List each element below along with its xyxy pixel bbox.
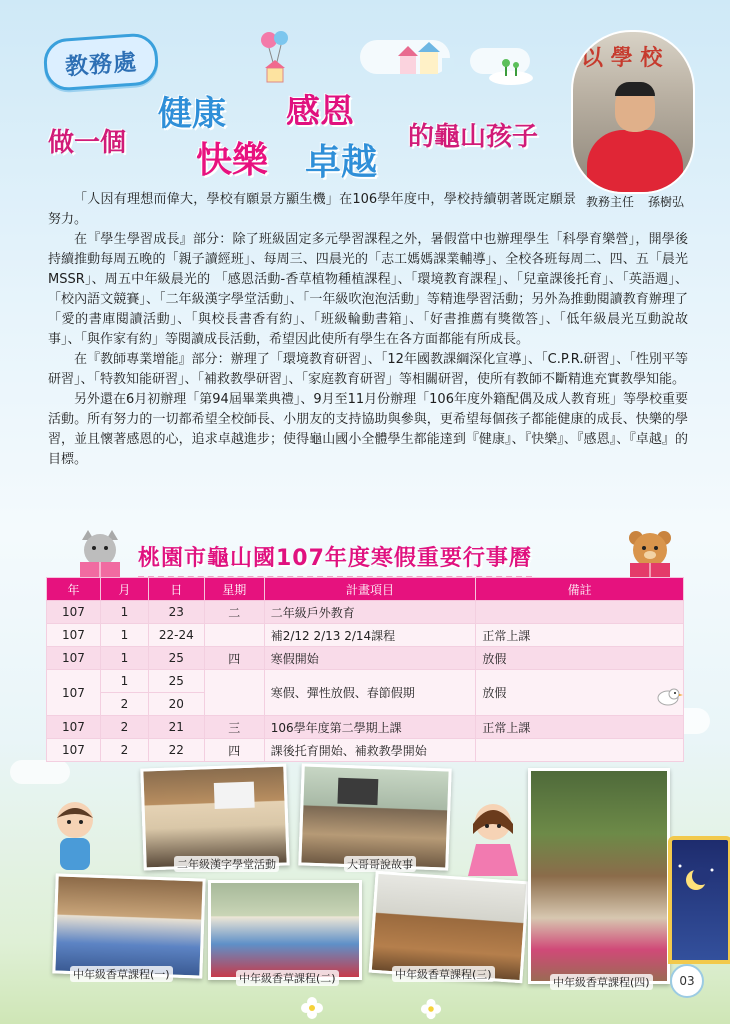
cell-month: 1 (100, 670, 148, 693)
schedule-header-row (47, 578, 684, 601)
col-header-item: 計畫項目 (264, 578, 476, 601)
cell-day: 20 (148, 693, 204, 716)
department-title: 教務處 (64, 49, 138, 80)
schedule-title-text: 桃園市龜山國107年度寒假重要行事曆 (138, 546, 532, 571)
photo-herb-course-4 (528, 768, 670, 984)
table-row (47, 601, 684, 624)
cell-day: 22 (148, 739, 204, 762)
slogan-word-gratitude: 感恩 (286, 92, 354, 132)
article-paragraph: 在『學生學習成長』部分：除了班級固定多元學習課程之外，暑假當中也辦理學生「科學育樂營」，開學後持續推動每周五晚的「親子讀經班」、每周三、四晨光的「志工媽媽課業輔導」、全校各班每周二、四、五「晨光MSSR」、周五中年級晨光的 「感恩活動-香草植物種植課程」、「環境教育課程」、「兒童課後托育」、「英語週」、「校內語文競賽」、「二年級漢字學堂活動」、「一年級吹泡泡活動」等精進學習活動；另外為推動閱讀教育辦理了「愛的書庫閱讀活動」、「與校長書香有約」、「班級輪動書箱」、「好書推薦有獎徵答」、「低年級晨光互動說故事」、「與作家有約」等閱讀成長活動，希望因此使所有學生在各方面都能有所成長。 (48, 232, 688, 347)
col-header-weekday: 星期 (204, 578, 264, 601)
photo-shirt (587, 130, 683, 194)
photo-storytelling (298, 763, 451, 870)
slogan-word-health: 健康 (158, 94, 226, 134)
cell-month: 2 (100, 739, 148, 762)
photo-caption: 二年級漢字學堂活動 (174, 856, 279, 872)
col-header-month: 月 (100, 578, 148, 601)
bear-reading-icon (618, 530, 682, 580)
slogan-word-excellence: 卓越 (305, 142, 378, 183)
schedule-title (138, 541, 532, 572)
cell-month: 1 (100, 647, 148, 670)
cell-year: 107 (47, 624, 101, 647)
photo-wall-text: 以 學 校 (581, 46, 663, 71)
cell-month: 2 (100, 693, 148, 716)
decor-cloud (10, 760, 70, 784)
cell-note (476, 601, 684, 624)
photo-hair (615, 82, 655, 96)
photo-scene (531, 771, 667, 981)
slogan-word-happy: 快樂 (196, 140, 269, 181)
cell-year: 107 (47, 739, 101, 762)
photo-caption: 大哥哥說故事 (344, 856, 416, 872)
page-number: 03 (670, 964, 704, 998)
cell-day: 23 (148, 601, 204, 624)
photo-herb-course-2 (208, 880, 362, 980)
department-badge (42, 32, 159, 92)
cell-item: 寒假、彈性放假、春節假期 (264, 670, 476, 716)
cell-item: 課後托育開始、補救教學開始 (264, 739, 476, 762)
cell-weekday: 二 (204, 601, 264, 624)
photo-scene (211, 883, 359, 977)
cell-item: 寒假開始 (264, 647, 476, 670)
principal-title: 教務主任 (586, 195, 635, 209)
cell-weekday (204, 624, 264, 647)
photo-scene (55, 877, 202, 976)
boy-cartoon-icon (40, 798, 110, 878)
cell-item: 補2/12 2/13 2/14課程 (264, 624, 476, 647)
photo-chinese-character (140, 763, 289, 870)
photo-scene (372, 874, 526, 980)
cell-item: 106學年度第二學期上課 (264, 716, 476, 739)
flower-decor-icon (420, 998, 442, 1020)
table-row (47, 647, 684, 670)
article-paragraph: 另外還在6月初辦理「第94屆畢業典禮」、9月至11月份辦理「106年度外籍配偶及成人教育班」等學校重要活動。所有努力的一切都希望全校師長、小朋友的支持協助與參與，更希望每個孩子都能健康的成長、快樂的學習，並且懷著感恩的心，追求卓越進步；使得龜山國小全體學生都能達到『健康』、『快樂』、『感恩』、『卓越』的目標。 (48, 392, 688, 467)
cell-day: 25 (148, 670, 204, 693)
flower-decor-icon (300, 996, 324, 1020)
principal-photo (571, 30, 695, 194)
cell-note: 正常上課 (476, 624, 684, 647)
cell-note: 正常上課 (476, 716, 684, 739)
cell-note (476, 739, 684, 762)
article-paragraph: 在『教師專業增能』部分：辦理了「環境教育研習」、「12年國教課綱深化宣導」、「C.P.R.研習」、「性別平等研習」、「特教知能研習」、「補救教學研習」、「家庭教育研習」等相關研習，使所有教師不斷精進充實教學知能。 (48, 352, 688, 387)
cell-day: 22-24 (148, 624, 204, 647)
photo-herb-course-1 (52, 873, 205, 978)
table-row (47, 716, 684, 739)
night-window-decor (668, 836, 730, 964)
col-header-year: 年 (47, 578, 101, 601)
bird-icon (654, 684, 684, 708)
cell-weekday (204, 670, 264, 716)
cell-month: 2 (100, 716, 148, 739)
article-body (48, 190, 688, 470)
table-row (47, 670, 684, 693)
cell-month: 1 (100, 601, 148, 624)
cell-year: 107 (47, 601, 101, 624)
photo-screen (214, 782, 255, 809)
cell-year: 107 (47, 716, 101, 739)
moon-icon (672, 860, 720, 900)
photo-caption: 中年級香草課程(三) (392, 966, 495, 982)
cell-note: 放假 (476, 647, 684, 670)
photo-caption: 中年級香草課程(四) (550, 974, 653, 990)
photo-caption: 中年級香草課程(二) (236, 970, 339, 986)
house-balloon-icon (255, 28, 295, 84)
cell-year: 107 (47, 670, 101, 716)
table-row (47, 624, 684, 647)
slogan-suffix: 的龜山孩子 (408, 122, 539, 152)
cell-item: 二年級戶外教育 (264, 601, 476, 624)
col-header-note: 備註 (476, 578, 684, 601)
houses-icon (396, 38, 456, 78)
cell-weekday: 三 (204, 716, 264, 739)
table-row (47, 739, 684, 762)
cell-month: 1 (100, 624, 148, 647)
cell-day: 21 (148, 716, 204, 739)
cell-weekday: 四 (204, 739, 264, 762)
article-paragraph: 「人因有理想而偉大，學校有願景方顯生機」在106學年度中，學校持續朝著既定願景努力。 (48, 192, 576, 227)
cell-weekday: 四 (204, 647, 264, 670)
cell-day: 25 (148, 647, 204, 670)
photo-screen (337, 778, 378, 805)
schedule-table (46, 577, 684, 762)
plant-island-icon (486, 56, 536, 86)
cell-year: 107 (47, 647, 101, 670)
girl-cartoon-icon (458, 800, 528, 880)
principal-name: 孫樹弘 (648, 195, 685, 209)
cat-reading-icon (72, 530, 128, 580)
col-header-day: 日 (148, 578, 204, 601)
cell-note: 放假 (476, 670, 684, 716)
photo-caption: 中年級香草課程(一) (70, 966, 173, 982)
photo-scene (143, 767, 286, 868)
slogan-prefix: 做一個 (48, 128, 127, 158)
